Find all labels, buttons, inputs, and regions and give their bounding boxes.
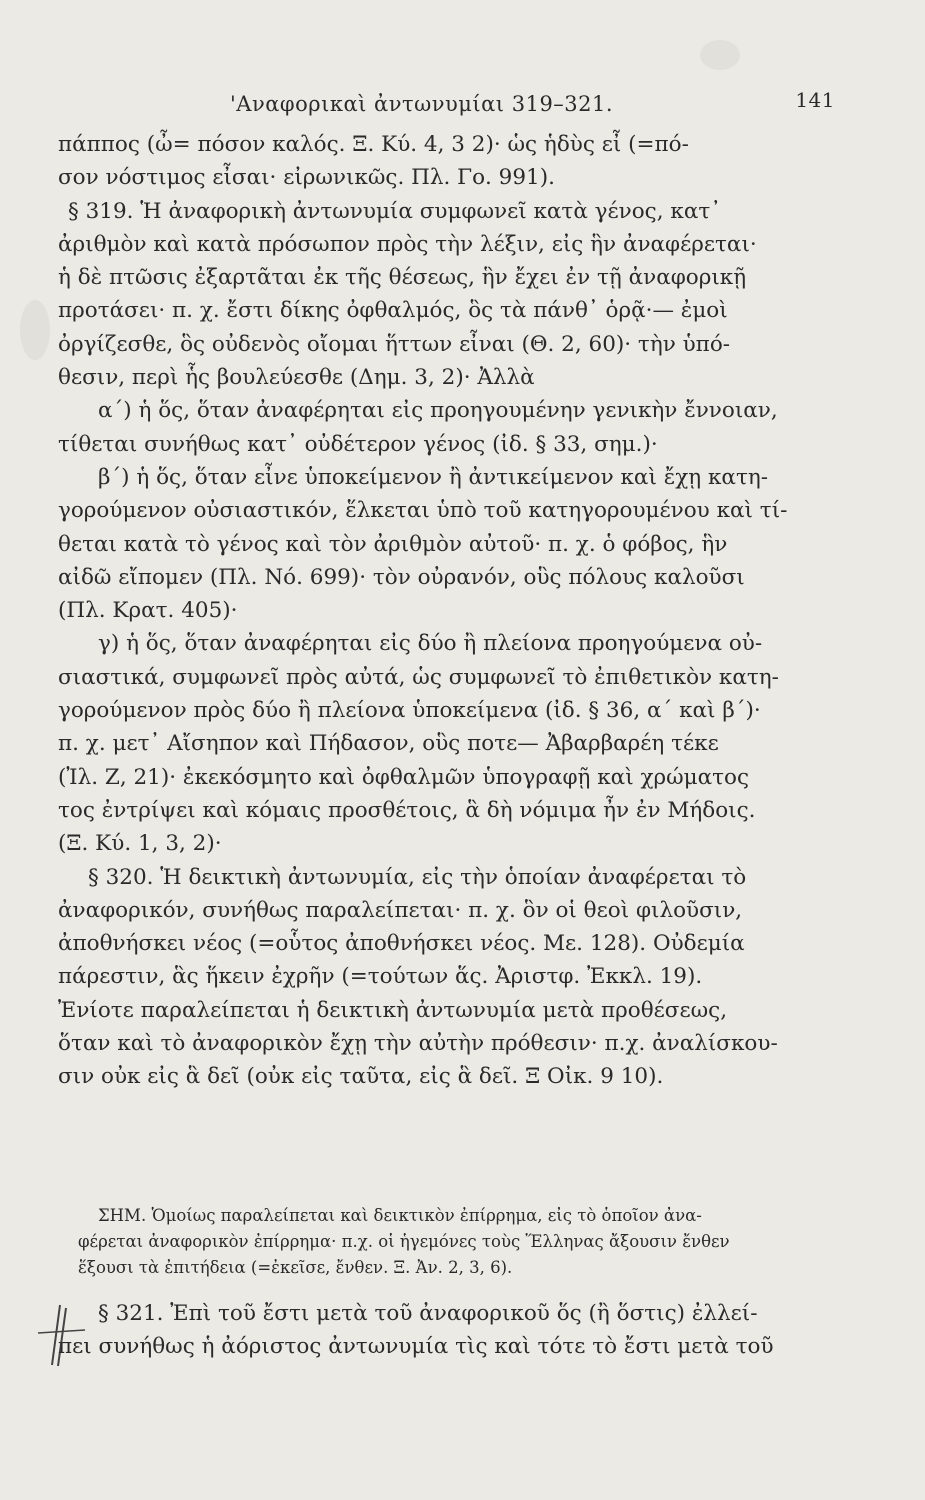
note-line: φέρεται ἀναφορικὸν ἐπίρρημα· π.χ. οἱ ἡγεμόνες τοὺς Ἕλληνας ἄξουσιν ἔνθεν (78, 1232, 730, 1251)
text-line: τος ἐντρίψει καὶ κόμαις προσθέτοις, ἃ δὴ νόμιμα ἦν ἐν Μήδοις. (58, 797, 756, 823)
main-text (58, 128, 798, 1094)
text-line: πάρεστιν, ἃς ἥκειν ἐχρῆν (=τούτων ἅς. Ἀριστφ. Ἐκκλ. 19). (58, 964, 703, 990)
running-title: 'Αναφορικαὶ ἀντωνυμίαι 319–321. (230, 92, 614, 116)
footnote-remark (78, 1203, 798, 1281)
section-321 (58, 1297, 798, 1364)
text-line: (Ξ. Κύ. 1, 3, 2)· (58, 831, 222, 857)
page-number: 141 (795, 88, 835, 112)
text-line: (Ἰλ. Ζ, 21)· ἐκεκόσμητο καὶ ὀφθαλμῶν ὑπογραφῇ καὶ χρώματος (58, 764, 750, 790)
paper-stain (700, 40, 740, 70)
text-line: α΄) ἡ ὅς, ὅταν ἀναφέρηται εἰς προηγουμένην γενικὴν ἔννοιαν, (98, 398, 778, 424)
text-line: θεται κατὰ τὸ γένος καὶ τὸν ἀριθμὸν αὐτοῦ· π. χ. ὁ φόβος, ἣν (58, 531, 728, 557)
text-line: β΄) ἡ ὅς, ὅταν εἶνε ὑποκείμενον ἢ ἀντικείμενον καὶ ἔχῃ κατη- (98, 464, 768, 490)
section-heading-line: § 321. Ἐπὶ τοῦ ἔστι μετὰ τοῦ ἀναφορικοῦ ὅς (ἢ ὅστις) ἐλλεί- (98, 1301, 758, 1326)
text-line: τίθεται συνήθως κατ᾽ οὐδέτερον γένος (ἰδ. § 33, σημ.)· (58, 431, 658, 457)
paper-stain (20, 300, 50, 360)
text-line: Ἐνίοτε παραλείπεται ἡ δεικτικὴ ἀντωνυμία μετὰ προθέσεως, (58, 997, 728, 1023)
text-line: (Πλ. Κρατ. 405)· (58, 598, 238, 624)
text-line: σιαστικά, συμφωνεῖ πρὸς αὐτά, ὡς συμφωνεῖ τὸ ἐπιθετικὸν κατη- (58, 664, 779, 690)
text-line: γορούμενον πρὸς δύο ἢ πλείονα ὑποκείμενα (ἰδ. § 36, α΄ καὶ β΄)· (58, 698, 761, 724)
text-line: γορούμενον οὐσιαστικόν, ἕλκεται ὑπὸ τοῦ κατηγορουμένου καὶ τί- (58, 498, 788, 524)
section-heading-line: § 319. Ἡ ἀναφορικὴ ἀντωνυμία συμφωνεῖ κατὰ γένος, κατ᾽ (68, 198, 721, 224)
text-line: πει συνήθως ἡ ἀόριστος ἀντωνυμία τὶς καὶ τότε τὸ ἔστι μετὰ τοῦ (58, 1334, 774, 1360)
text-line: πάππος (ὦ= πόσον καλός. Ξ. Κύ. 4, 3 2)· ὡς ἡδὺς εἶ (=πό- (58, 132, 689, 157)
text-line: σον νόστιμος εἶσαι· εἰρωνικῶς. Πλ. Γο. 991). (58, 165, 555, 191)
note-line: ΣΗΜ. Ὁμοίως παραλείπεται καὶ δεικτικὸν ἐπίρρημα, εἰς τὸ ὁποῖον ἀνα- (98, 1206, 702, 1225)
text-line: ἀναφορικόν, συνήθως παραλείπεται· π. χ. ὃν οἱ θεοὶ φιλοῦσιν, (58, 897, 743, 923)
text-line: ἀριθμὸν καὶ κατὰ πρόσωπον πρὸς τὴν λέξιν, εἰς ἣν ἀναφέρεται· (58, 231, 757, 257)
text-line: γ) ἡ ὅς, ὅταν ἀναφέρηται εἰς δύο ἢ πλείονα προηγούμενα οὐ- (98, 631, 763, 657)
section-heading-line: § 320. Ἡ δεικτικὴ ἀντωνυμία, εἰς τὴν ὁποίαν ἀναφέρεται τὸ (88, 864, 747, 890)
text-line: π. χ. μετ᾽ Αἴσηπον καὶ Πήδασον, οὓς ποτε— Ἀβαρβαρέη τέκε (58, 731, 719, 757)
text-line: ὀργίζεσθε, ὃς οὐδενὸς οἴομαι ἥττων εἶναι (Θ. 2, 60)· τὴν ὑπό- (58, 331, 731, 357)
text-line: θεσιν, περὶ ἧς βουλεύεσθε (Δημ. 3, 2)· Ἀλλὰ (58, 365, 535, 391)
text-line: ἡ δὲ πτῶσις ἐξαρτᾶται ἐκ τῆς θέσεως, ἣν ἔχει ἐν τῇ ἀναφορικῇ (58, 265, 747, 291)
note-line: ἕξουσι τὰ ἐπιτήδεια (=ἐκεῖσε, ἔνθεν. Ξ. Ἀν. 2, 3, 6). (78, 1258, 513, 1277)
text-line: προτάσει· π. χ. ἔστι δίκης ὀφθαλμός, ὃς τὰ πάνθ᾽ ὁρᾷ·— ἐμοὶ (58, 298, 728, 324)
text-line: αἰδῶ εἴπομεν (Πλ. Νό. 699)· τὸν οὐρανόν, οὓς πόλους καλοῦσι (58, 564, 745, 590)
text-line: σιν οὐκ εἰς ἃ δεῖ (οὐκ εἰς ταῦτα, εἰς ἃ δεῖ. Ξ Οἰκ. 9 10). (58, 1064, 664, 1090)
text-line: ἀποθνήσκει νέος (=οὗτος ἀποθνήσκει νέος. Με. 128). Οὐδεμία (58, 931, 745, 957)
text-line: ὅταν καὶ τὸ ἀναφορικὸν ἔχῃ τὴν αὐτὴν πρόθεσιν· π.χ. ἀναλίσκου- (58, 1031, 778, 1057)
